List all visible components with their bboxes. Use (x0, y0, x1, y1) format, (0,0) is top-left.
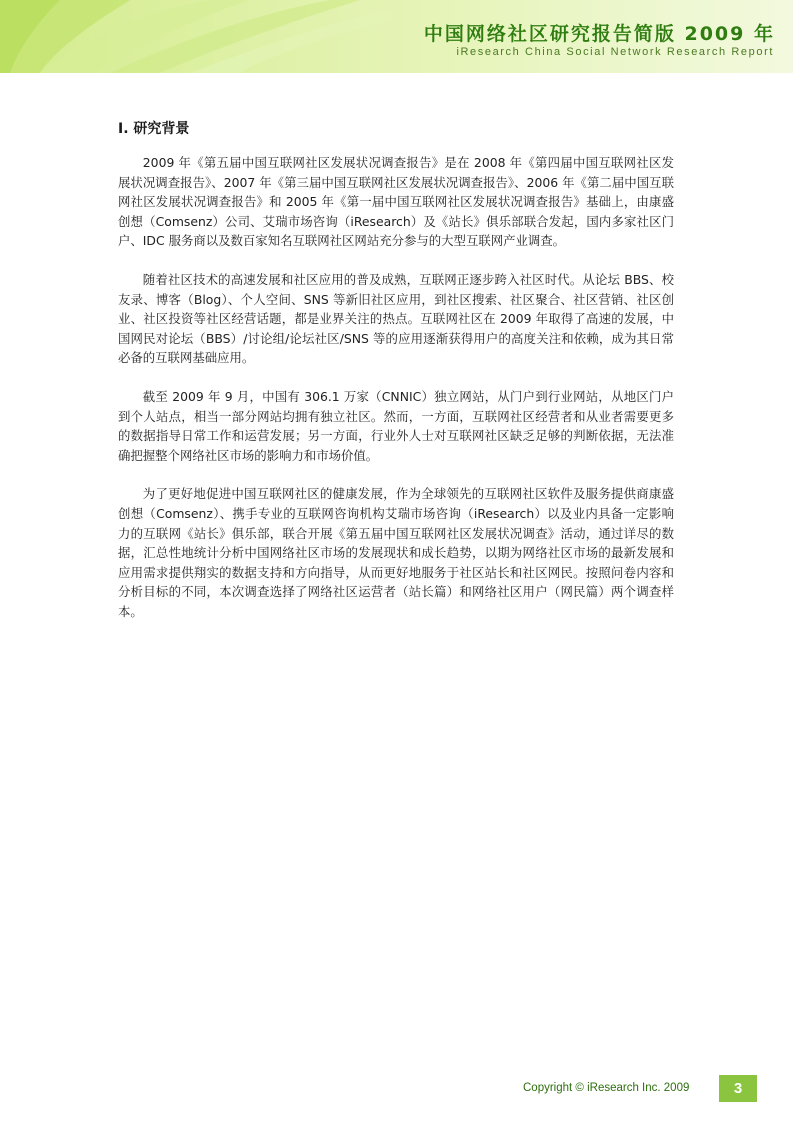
paragraph-background-intro: 2009 年《第五届中国互联网社区发展状况调查报告》是在 2008 年《第四届中国互联网社区发展状况调查报告》、2007 年《第三届中国互联网社区发展状况调查报告》、2006 年《第二届中国互联网社区发展状况调查报告》和 2005 年《第一届中国互联网社区发展状况调查报告》基础上，由康盛创想（Comsenz）公司、艾瑞市场咨询（iResearch）及《站长》俱乐部联合发起，国内多家社区门户、IDC 服务商以及数百家知名互联网社区网站充分参与的大型互联网产业调查。 (118, 155, 674, 249)
paragraph-survey-purpose: 为了更好地促进中国互联网社区的健康发展，作为全球领先的互联网社区软件及服务提供商康盛创想（Comsenz）、携手专业的互联网咨询机构艾瑞市场咨询（iResearch）以及业内具备一定影响力的互联网《站长》俱乐部，联合开展《第五届中国互联网社区发展状况调查》活动，通过详尽的数据，汇总性地统计分析中国网络社区市场的发展现状和成长趋势，以期为网络社区市场的最新发展和应用需求提供翔实的数据支持和方向指导，从而更好地服务于社区站长和社区网民。按照问卷内容和分析目标的不同，本次调查选择了网络社区运营者（站长篇）和网络社区用户（网民篇）两个调查样本。 (118, 486, 674, 619)
section-heading: I. 研究背景 (118, 121, 190, 137)
main-content (118, 118, 674, 640)
header-subtitle: iResearch China Social Network Research Report (456, 46, 774, 58)
page-header (0, 0, 793, 73)
footer-copyright: Copyright © iResearch Inc. 2009 (523, 1082, 690, 1094)
page-number-badge: 3 (719, 1075, 757, 1102)
header-title: 中国网络社区研究报告简版 2009 年 (423, 23, 775, 45)
paragraph-community-trends: 随着社区技术的高速发展和社区应用的普及成熟，互联网正逐步跨入社区时代。从论坛 BBS、校友录、博客（Blog）、个人空间、SNS 等新旧社区应用，到社区搜索、社区聚合、社区营销、社区创业、社区投资等社区经营话题，都是业界关注的热点。互联网社区在 2009 年取得了高速的发展，中国网民对论坛（BBS）/讨论组/论坛社区/SNS 等的应用逐渐获得用户的高度关注和依赖，成为其日常必备的互联网基础应用。 (118, 271, 674, 366)
paragraph-market-status: 截至 2009 年 9 月，中国有 306.1 万家（CNNIC）独立网站，从门户到行业网站，从地区门户到个人站点，相当一部分网站均拥有独立社区。然而，一方面，互联网社区经营者和从业者需要更多的数据指导日常工作和运营发展；另一方面，行业外人士对互联网社区缺乏足够的判断依据，无法准确把握整个网络社区市场的影响力和市场价值。 (118, 388, 674, 463)
